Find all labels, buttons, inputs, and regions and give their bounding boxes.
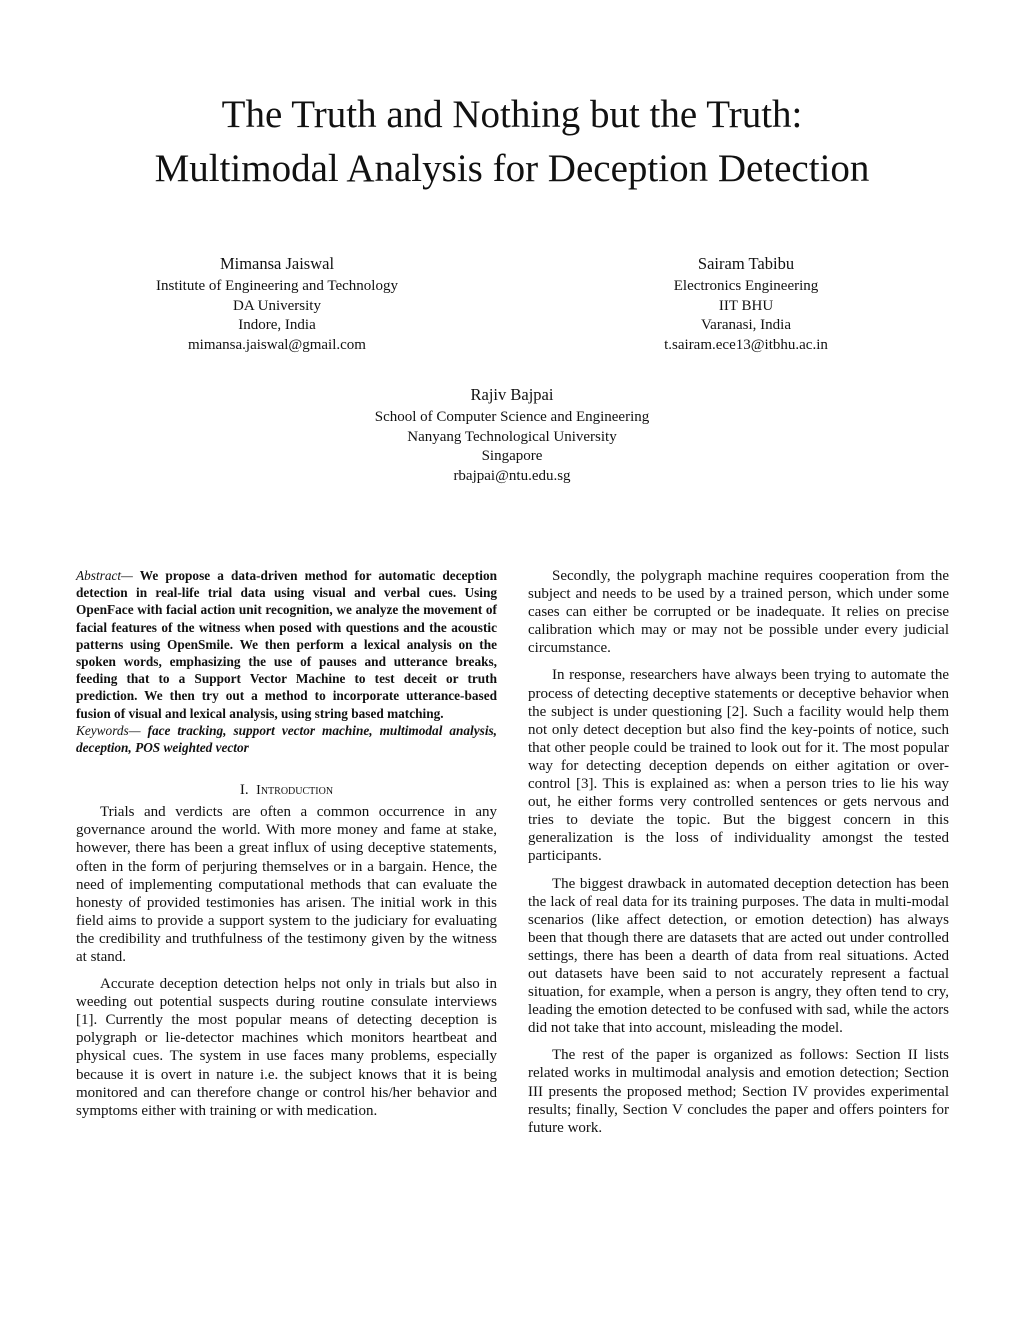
abstract-label: Abstract— [76, 568, 133, 583]
author-email: mimansa.jaiswal@gmail.com [188, 336, 366, 353]
author-affiliation: DA University [233, 297, 321, 314]
keywords [76, 722, 497, 756]
abstract [76, 567, 497, 722]
section-heading [76, 781, 497, 800]
author-affiliation: Institute of Engineering and Technology [156, 278, 398, 294]
body-paragraph: Trials and verdicts are often a common occurrence in any governance around the world. With more money and fame at stake, however, there has been a great influx of using deceptive statements, often in the form of perjuring themselves or in a bargain. Hence, the need of implementing computational methods that can evaluate the honesty of provided testimonies has arisen. The initial work in this field aims to provide a support system to the judiciary for evaluating the credibility and truthfulness of the testimony given by the witness at stand. [76, 804, 497, 965]
section-number: I. [239, 782, 249, 799]
author-affiliation: Electronics Engineering [673, 278, 819, 294]
author-block-2 [596, 254, 896, 355]
paper-title [0, 88, 1024, 196]
left-column [76, 567, 497, 1120]
author-name: Mimansa Jaiswal [219, 254, 335, 273]
body-paragraph: Accurate deception detection helps not only in trials but also in weeding out potential suspects during routine consulate interviews [1]. Currently the most popular means of detecting deception is polygraph or lie-detector machines which monitors heartbeat and physical cues. The system in use faces many problems, especially because it is overt in nature i.e. the subject knows that it is being monitored and can therefore change or control his/her behavior and symptoms either with training or with medication. [76, 976, 497, 1119]
author-name: Rajiv Bajpai [470, 385, 554, 404]
body-paragraph: In response, researchers have always been trying to automate the process of detecting deceptive statements or deceptive behavior when the subject is under questioning [2]. Such a facility would help them not only detect deception but also find the key-points of notice, such that other people could be trained to look out for it. The most popular way for detecting deception depends on either agitation or over-control [3]. This is explained as: when a person tries to lie his way out, he either forms very controlled sentences or gets nervous and tries to deviate the topic. But the biggest concern in this generalization is the loss of individuality amongst the tested participants. [528, 667, 949, 865]
author-name: Sairam Tabibu [697, 254, 795, 273]
right-column [528, 567, 949, 1137]
author-block-1 [127, 254, 427, 355]
title-line-1: The Truth and Nothing but the Truth: [221, 93, 803, 136]
author-email: rbajpai@ntu.edu.sg [453, 467, 571, 484]
author-affiliation: Nanyang Technological University [407, 428, 617, 445]
author-email: t.sairam.ece13@itbhu.ac.in [664, 336, 828, 353]
body-paragraph: Secondly, the polygraph machine requires cooperation from the subject and needs to be used by a trained person, which under some cases can either be corrupted or be inadequate. It relies on precise calibration which may or may not be possible under every judicial circumstance. [528, 568, 949, 657]
abstract-text: We propose a data-driven method for automatic deception detection in real-life trial data using visual and verbal cues. Using OpenFace with facial action unit recognition, we analyze the movement of facial features of the witness when posed with questions and the acoustic patterns using OpenSmile. We then perform a lexical analysis on the spoken words, emphasizing the use of pauses and utterance breaks, feeding that to a Support Vector Machine to test deceit or truth prediction. We then try out a method to incorporate utterance-based fusion of visual and lexical analysis, using string based matching. [76, 568, 497, 721]
author-affiliation: Indore, India [238, 317, 316, 333]
body-paragraph: The rest of the paper is organized as follows: Section II lists related works in multimodal analysis and emotion detection; Section III presents the proposed method; Section IV provides experimental results; finally, Section V concludes the paper and offers pointers for future work. [528, 1047, 949, 1136]
author-affiliation: Singapore [481, 448, 543, 464]
title-line-2: Multimodal Analysis for Deception Detection [154, 147, 870, 190]
body-paragraph: The biggest drawback in automated deception detection has been the lack of real data for its training purposes. The data in multi-modal scenarios (like affect detection, or emotion detection) has always been that though there are datasets that are acted out under controlled settings, there has been a dearth of data from real situations. Acted out datasets have been said to not accurately represent a factual situation, for example, when a person is angry, they often tend to cry, leading the emotion detected to be confused with sad, while the actors did not take that into account, misleading the model. [528, 875, 949, 1037]
author-block-3 [312, 385, 712, 486]
author-affiliation: Varanasi, India [701, 317, 791, 333]
section-title: Introduction [256, 783, 334, 799]
keywords-label: Keywords— [76, 722, 141, 738]
author-affiliation: School of Computer Science and Engineering [374, 409, 650, 425]
author-affiliation: IIT BHU [718, 297, 774, 314]
keywords-text: face tracking, support vector machine, multimodal analysis, deception, POS weighted vector [76, 722, 498, 756]
